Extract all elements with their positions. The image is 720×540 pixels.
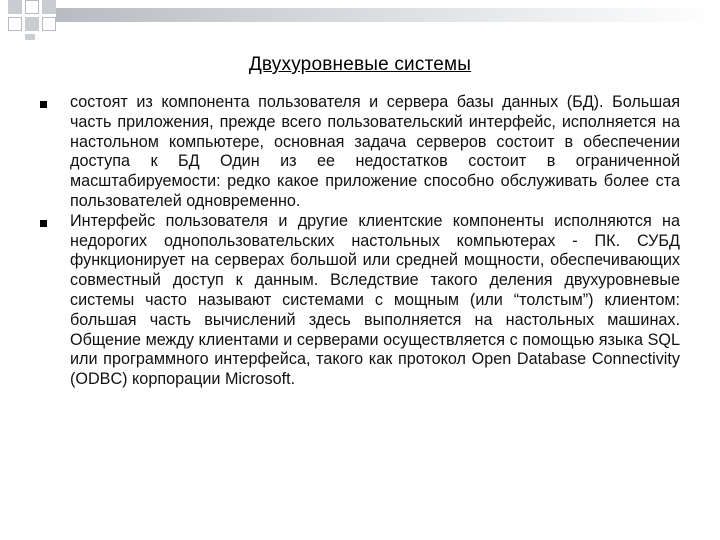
decor-square-outline-icon (8, 17, 22, 31)
list-item (40, 93, 680, 212)
decor-square-icon (42, 0, 56, 14)
bullet-list (40, 93, 680, 390)
square-bullet-icon (40, 101, 47, 108)
decor-square-outline-icon (25, 0, 39, 14)
header-gradient-bar (56, 8, 720, 22)
decor-square-icon (25, 17, 39, 31)
list-item-text: Интерфейс пользователя и другие клиентские компоненты исполняются на недорогих однопользовательских настольных компьютерах - ПК. СУБД функционирует на серверах большой или средней мощности, обеспечивающих совместный доступ к данным. Вследствие такого деления двухуровневые системы часто называют системами с мощным (или “толстым”) клиентом: большая часть вычислений здесь выполняется на настольных машинах. Общение между клиентами и серверами осуществляется с помощью языка SQL или программного интерфейса, такого как протокол Open Database Connectivity (ODBC) корпорации Microsoft. (70, 211, 680, 389)
decor-square-icon (25, 34, 35, 40)
decor-square-icon (8, 0, 22, 14)
corner-decoration (0, 0, 720, 40)
list-item-text: состоят из компонента пользователя и сервера базы данных (БД). Большая часть приложения, прежде всего пользовательский интерфейс, исполняется на настольном компьютере, основная задача серверов состоит в обеспечении доступа к БД Один из ее недостатков состоит в ограниченной масштабируемости: редко какое приложение способно обслуживать более ста пользователей одновременно. (70, 93, 680, 210)
slide-title: Двухуровневые системы (248, 54, 472, 75)
decor-square-outline-icon (42, 17, 56, 31)
list-item (40, 212, 680, 390)
square-bullet-icon (40, 220, 47, 227)
